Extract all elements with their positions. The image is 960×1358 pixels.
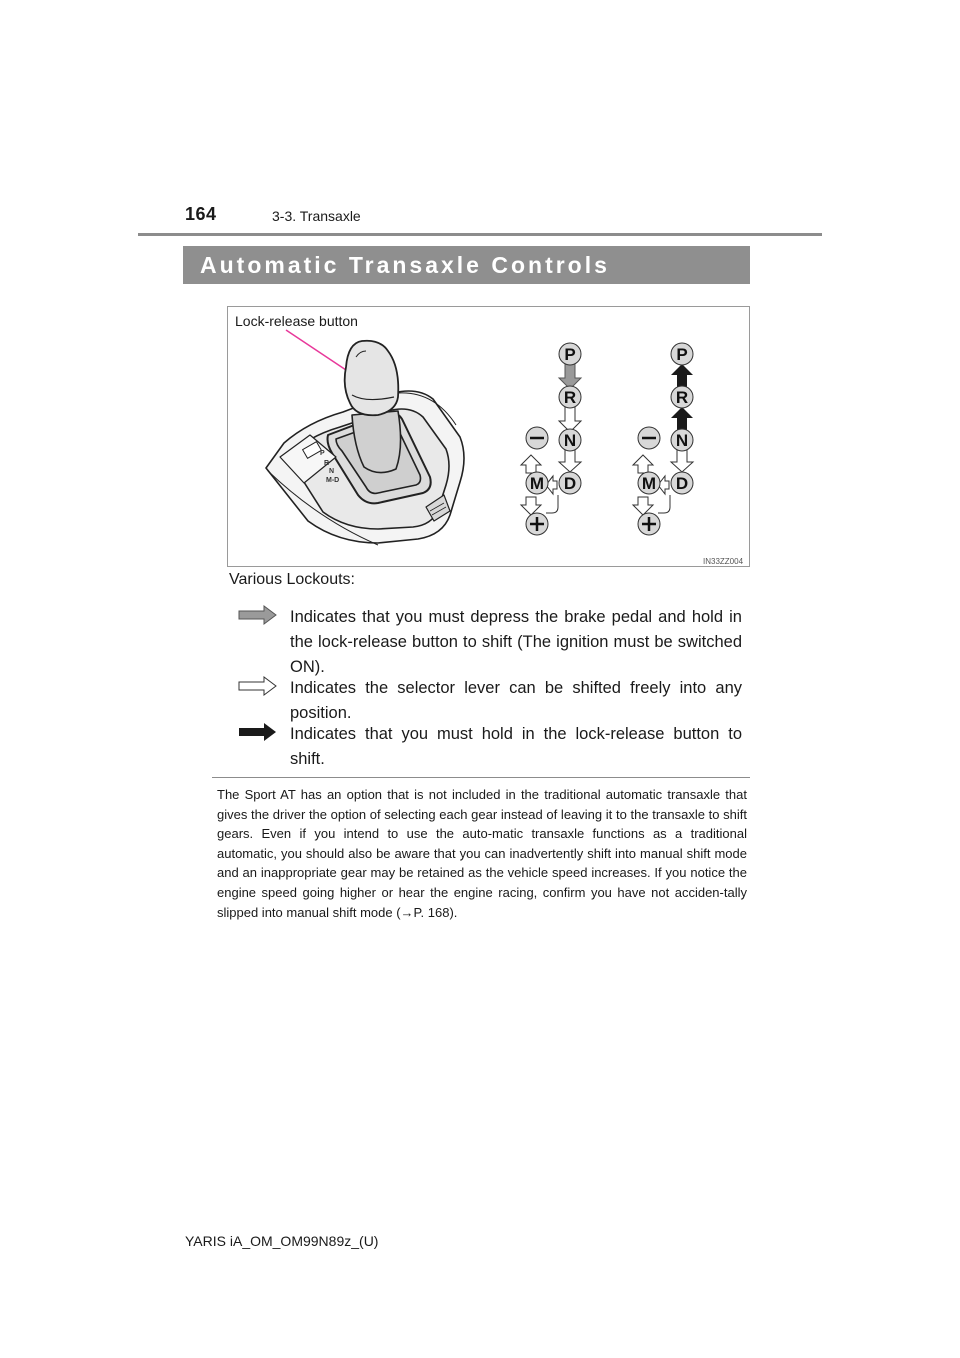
console-letter-p: P — [320, 450, 325, 457]
gate2-letter-m: M — [641, 474, 657, 493]
document-footer: YARIS iA_OM_OM99N89z_(U) — [185, 1233, 379, 1249]
legend-text-gray: Indicates that you must depress the brake pedal and hold in the lock-release button to shift (The ignition must be switched ON). — [290, 608, 742, 676]
legend-text-black: Indicates that you must hold in the lock-release button to shift. — [290, 725, 742, 768]
black-arrow-icon — [238, 722, 278, 742]
outline-arrow-icon — [238, 676, 278, 696]
gate1-letter-d: D — [563, 474, 577, 493]
sport-at-note: The Sport AT has an option that is not included in the traditional automatic transaxle that gives the driver the option of selecting each gear instead of leaving it to the transaxle to shift gears. Even if you intend to use the auto-matic transaxle functions as a traditional automatic, you should also be aware that you can inadvertently shift into manual shift mode and an inappropriate gear may be retained as the vehicle speed increases. If you notice the engine speed going higher or hear the engine racing, confirm you have not acciden-tally slipped into manual shift mode (→P. 168). — [217, 787, 747, 920]
section-breadcrumb: 3-3. Transaxle — [272, 208, 361, 224]
gate2-letter-d: D — [675, 474, 689, 493]
gate1-letter-p: P — [564, 345, 576, 364]
figure-illustration — [228, 307, 751, 568]
console-letter-md: M-D — [326, 477, 340, 484]
gate1-letter-r: R — [563, 388, 577, 407]
gate2-letter-r: R — [675, 388, 689, 407]
gate1-letter-n: N — [563, 431, 577, 450]
shift-gate-diagram-gray — [521, 343, 581, 535]
console-letter-n: N — [329, 468, 335, 475]
gray-arrow-icon — [238, 605, 278, 625]
gate2-letter-p: P — [676, 345, 688, 364]
console-letter-r: R — [324, 460, 330, 467]
lock-release-callout: Lock-release button — [235, 313, 358, 329]
gate1-letter-m: M — [529, 474, 545, 493]
section-title: Automatic Transaxle Controls — [183, 246, 750, 284]
callout-line — [286, 330, 346, 370]
shift-gate-diagram-black — [633, 343, 693, 535]
gate2-letter-n: N — [675, 431, 689, 450]
shift-lever-figure — [227, 306, 750, 567]
header-divider — [138, 233, 822, 236]
figure-code: IN33ZZ004 — [703, 557, 744, 566]
note-divider — [212, 777, 750, 778]
lockouts-heading: Various Lockouts: — [229, 571, 355, 588]
page-number: 164 — [185, 204, 217, 224]
console-drawing — [266, 341, 464, 545]
legend-text-outline: Indicates the selector lever can be shifted freely into any position. — [290, 679, 742, 722]
